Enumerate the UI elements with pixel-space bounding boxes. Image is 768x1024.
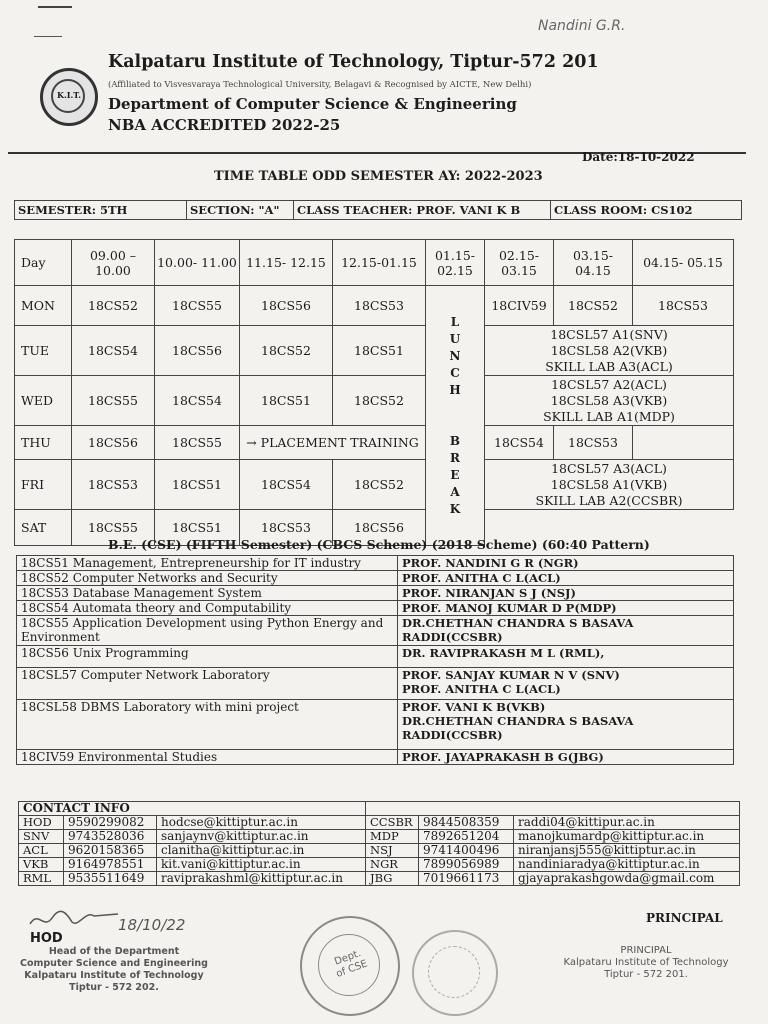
faculty-cell: PROF. JAYAPRAKASH B G(JBG) xyxy=(398,750,734,765)
contact-title: CONTACT INFO xyxy=(19,802,366,816)
accreditation-text: NBA ACCREDITED 2022-25 xyxy=(108,116,341,134)
contact-email: manojkumardp@kittiptur.ac.in xyxy=(514,830,740,844)
day-thu: THU xyxy=(15,426,72,460)
table-row xyxy=(17,750,734,765)
thu-placement-training: → PLACEMENT TRAINING xyxy=(240,426,426,460)
contact-phone: 9741400496 xyxy=(419,844,514,858)
contact-phone: 9535511649 xyxy=(64,872,157,886)
tue-p4: 18CS51 xyxy=(333,326,426,376)
top-dash-mark-2 xyxy=(34,36,62,37)
institute-seal-inner xyxy=(428,946,480,998)
subject-cell: 18CS51 Management, Entrepreneurship for IT industry xyxy=(17,556,398,571)
table-row xyxy=(17,668,734,700)
day-tue: TUE xyxy=(15,326,72,376)
table-row xyxy=(17,700,734,750)
faculty-cell: DR. RAVIPRAKASH M L (RML), xyxy=(398,646,734,668)
institute-name: Kalpataru Institute of Technology, Tiptur-572 201 xyxy=(108,52,599,72)
timetable-title: TIME TABLE ODD SEMESTER AY: 2022-2023 xyxy=(214,169,543,184)
affiliation-text: (Affiliated to Visvesvaraya Technological University, Belagavi & Recognised by AICTE, New Delhi) xyxy=(108,80,532,90)
class-info-strip xyxy=(14,200,742,220)
faculty-cell: PROF. SANJAY KUMAR N V (SNV) PROF. ANITHA C L(ACL) xyxy=(398,668,734,700)
mon-a2: 18CS52 xyxy=(554,286,633,326)
contact-row xyxy=(19,844,740,858)
table-row xyxy=(17,601,734,616)
table-row xyxy=(17,646,734,668)
header-slot-6: 02.15- 03.15 xyxy=(485,240,554,286)
lunch-break-text: L U N C H B R E A K xyxy=(449,314,461,516)
contact-code: HOD xyxy=(19,816,64,830)
tue-p1: 18CS54 xyxy=(72,326,155,376)
tue-lab-block: 18CSL57 A1(SNV) 18CSL58 A2(VKB) SKILL LAB A3(ACL) xyxy=(485,326,734,376)
principal-label: PRINCIPAL xyxy=(646,911,723,925)
thu-p2: 18CS55 xyxy=(155,426,240,460)
department-name: Department of Computer Science & Engineering xyxy=(108,95,517,113)
contact-row xyxy=(19,816,740,830)
day-mon: MON xyxy=(15,286,72,326)
contact-code: RML xyxy=(19,872,64,886)
header-slot-8: 04.15- 05.15 xyxy=(633,240,734,286)
thu-a3 xyxy=(633,426,734,460)
header-slot-2: 10.00- 11.00 xyxy=(155,240,240,286)
contact-phone: 7899056989 xyxy=(419,858,514,872)
top-dash-mark xyxy=(38,6,72,8)
hod-signature-scribble xyxy=(26,904,122,932)
day-sat: SAT xyxy=(15,510,72,546)
handwritten-name: Nandini G.R. xyxy=(538,18,626,34)
scheme-title: B.E. (CSE) (FIFTH Semester) (CBCS Scheme) (2018 Scheme) (60:40 Pattern) xyxy=(108,537,650,552)
subject-cell: 18CIV59 Environmental Studies xyxy=(17,750,398,765)
faculty-cell: PROF. NIRANJAN S J (NSJ) xyxy=(398,586,734,601)
contact-code: JBG xyxy=(366,872,419,886)
header-slot-3: 11.15- 12.15 xyxy=(240,240,333,286)
table-row xyxy=(17,616,734,646)
header-slot-5: 01.15- 02.15 xyxy=(426,240,485,286)
faculty-cell: PROF. MANOJ KUMAR D P(MDP) xyxy=(398,601,734,616)
day-wed: WED xyxy=(15,376,72,426)
hod-label: HOD xyxy=(30,931,63,946)
subject-cell: 18CS56 Unix Programming xyxy=(17,646,398,668)
thu-a1: 18CS54 xyxy=(485,426,554,460)
institute-logo xyxy=(40,68,98,126)
faculty-cell: PROF. NANDINI G R (NGR) xyxy=(398,556,734,571)
class-room-label: CLASS ROOM: CS102 xyxy=(551,201,742,220)
contact-code: MDP xyxy=(366,830,419,844)
wed-lab-block: 18CSL57 A2(ACL) 18CSL58 A3(VKB) SKILL LAB A1(MDP) xyxy=(485,376,734,426)
contact-phone: 9590299082 xyxy=(64,816,157,830)
tue-p3: 18CS52 xyxy=(240,326,333,376)
sat-p2: 18CS51 xyxy=(155,510,240,546)
mon-p1: 18CS52 xyxy=(72,286,155,326)
document-date: Date:18-10-2022 xyxy=(582,150,695,164)
contact-email: clanitha@kittiptur.ac.in xyxy=(157,844,366,858)
subject-cell: 18CS54 Automata theory and Computability xyxy=(17,601,398,616)
table-row xyxy=(17,556,734,571)
principal-stamp: PRINCIPAL Kalpataru Institute of Technology Tiptur - 572 201. xyxy=(563,945,729,980)
section-label: SECTION: "A" xyxy=(187,201,294,220)
header-slot-7: 03.15- 04.15 xyxy=(554,240,633,286)
contact-email: sanjaynv@kittiptur.ac.in xyxy=(157,830,366,844)
fri-p4: 18CS52 xyxy=(333,460,426,510)
contact-phone: 9620158365 xyxy=(64,844,157,858)
semester-label: SEMESTER: 5TH xyxy=(15,201,187,220)
contact-row xyxy=(19,830,740,844)
faculty-cell: PROF. VANI K B(VKB) DR.CHETHAN CHANDRA S BASAVA RADDI(CCSBR) xyxy=(398,700,734,750)
mon-p3: 18CS56 xyxy=(240,286,333,326)
department-seal xyxy=(300,916,400,1016)
contact-email: gjayaprakashgowda@gmail.com xyxy=(514,872,740,886)
timetable-grid xyxy=(14,239,734,546)
class-teacher-label: CLASS TEACHER: PROF. VANI K B xyxy=(294,201,551,220)
wed-p4: 18CS52 xyxy=(333,376,426,426)
contact-phone: 9164978551 xyxy=(64,858,157,872)
table-row xyxy=(17,586,734,601)
wed-p1: 18CS55 xyxy=(72,376,155,426)
contact-phone: 7019661173 xyxy=(419,872,514,886)
contact-email: kit.vani@kittiptur.ac.in xyxy=(157,858,366,872)
contact-phone: 9844508359 xyxy=(419,816,514,830)
sat-p1: 18CS55 xyxy=(72,510,155,546)
institute-seal xyxy=(412,930,498,1016)
contact-row xyxy=(19,858,740,872)
sat-p4: 18CS56 xyxy=(333,510,426,546)
contact-row xyxy=(19,872,740,886)
hod-signature: 18/10/22 xyxy=(118,916,186,934)
contact-table xyxy=(18,801,740,886)
thu-p1: 18CS56 xyxy=(72,426,155,460)
faculty-cell: DR.CHETHAN CHANDRA S BASAVA RADDI(CCSBR) xyxy=(398,616,734,646)
contact-email: nandiniaradya@kittiptur.ac.in xyxy=(514,858,740,872)
contact-phone: 9743528036 xyxy=(64,830,157,844)
contact-code: ACL xyxy=(19,844,64,858)
subject-cell: 18CSL58 DBMS Laboratory with mini project xyxy=(17,700,398,750)
faculty-cell: PROF. ANITHA C L(ACL) xyxy=(398,571,734,586)
contact-code: NSJ xyxy=(366,844,419,858)
tue-p2: 18CS56 xyxy=(155,326,240,376)
mon-a1: 18CIV59 xyxy=(485,286,554,326)
contact-email: raviprakashml@kittiptur.ac.in xyxy=(157,872,366,886)
fri-lab-block: 18CSL57 A3(ACL) 18CSL58 A1(VKB) SKILL LAB A2(CCSBR) xyxy=(485,460,734,510)
subject-cell: 18CS52 Computer Networks and Security xyxy=(17,571,398,586)
wed-p2: 18CS54 xyxy=(155,376,240,426)
contact-phone: 7892651204 xyxy=(419,830,514,844)
fri-p3: 18CS54 xyxy=(240,460,333,510)
contact-code: SNV xyxy=(19,830,64,844)
mon-a3: 18CS53 xyxy=(633,286,734,326)
contact-title-spacer xyxy=(366,802,740,816)
contact-email: hodcse@kittiptur.ac.in xyxy=(157,816,366,830)
mon-p2: 18CS55 xyxy=(155,286,240,326)
lunch-break-column xyxy=(426,286,485,546)
subject-cell: 18CS53 Database Management System xyxy=(17,586,398,601)
day-fri: FRI xyxy=(15,460,72,510)
contact-code: CCSBR xyxy=(366,816,419,830)
fri-p2: 18CS51 xyxy=(155,460,240,510)
sat-p3: 18CS53 xyxy=(240,510,333,546)
header-slot-4: 12.15-01.15 xyxy=(333,240,426,286)
wed-p3: 18CS51 xyxy=(240,376,333,426)
table-row xyxy=(17,571,734,586)
header-day: Day xyxy=(15,240,72,286)
contact-code: VKB xyxy=(19,858,64,872)
hod-stamp: Head of the Department Computer Science and Engineering Kalpataru Institute of Technology Tiptur - 572 202. xyxy=(19,946,208,993)
contact-code: NGR xyxy=(366,858,419,872)
subject-cell: 18CS55 Application Development using Python Energy and Environment xyxy=(17,616,398,646)
fri-p1: 18CS53 xyxy=(72,460,155,510)
department-seal-text: Dept. of CSE xyxy=(333,948,370,980)
mon-p4: 18CS53 xyxy=(333,286,426,326)
contact-email: niranjansj555@kittiptur.ac.in xyxy=(514,844,740,858)
faculty-table xyxy=(16,555,734,765)
logo-text: K.I.T. xyxy=(57,90,81,100)
contact-email: raddi04@kittipur.ac.in xyxy=(514,816,740,830)
subject-cell: 18CSL57 Computer Network Laboratory xyxy=(17,668,398,700)
header-slot-1: 09.00 – 10.00 xyxy=(72,240,155,286)
thu-a2: 18CS53 xyxy=(554,426,633,460)
